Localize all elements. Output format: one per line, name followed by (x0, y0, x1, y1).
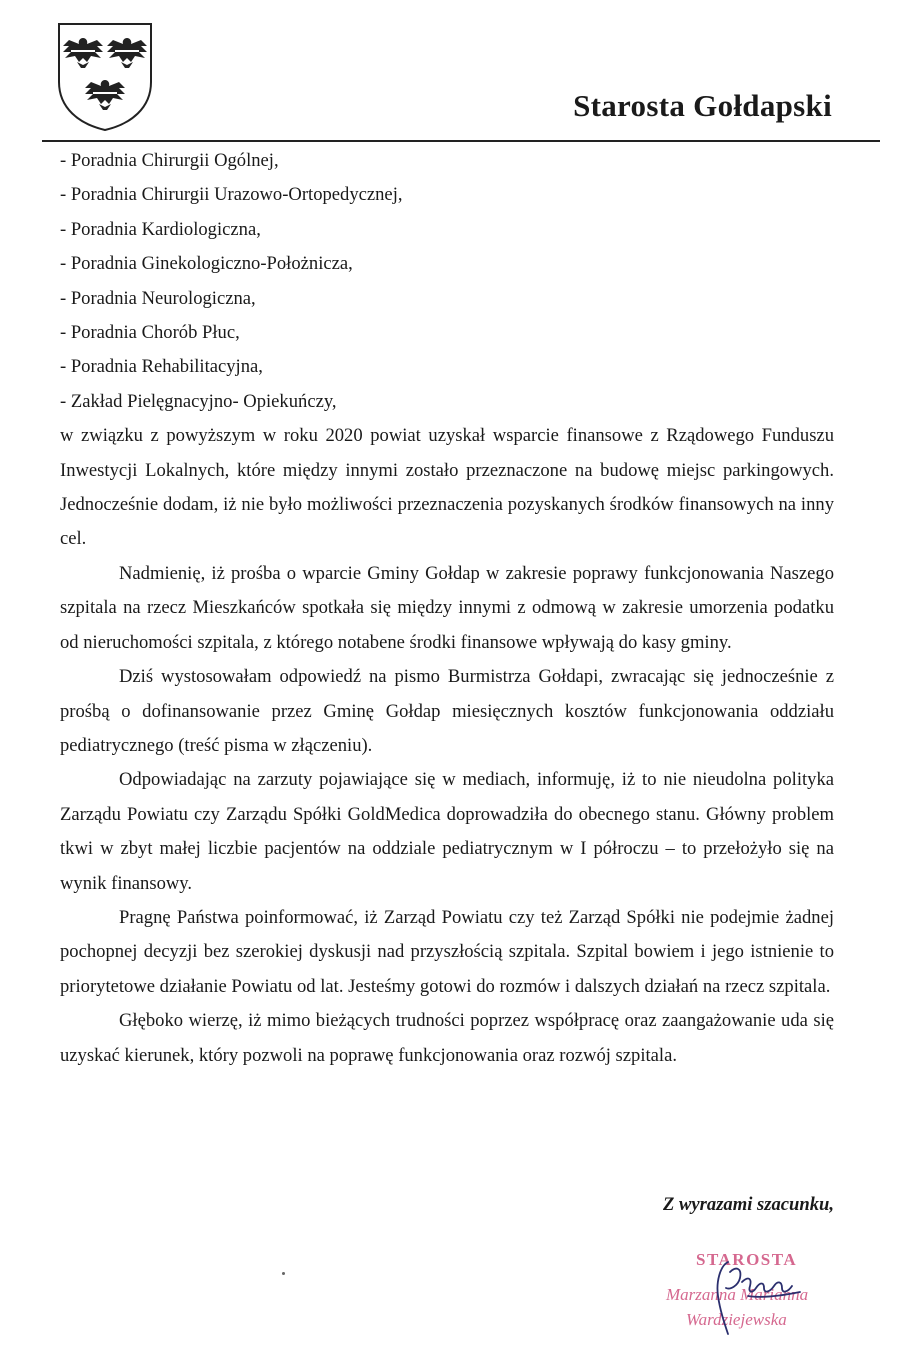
list-item: - Poradnia Ginekologiczno-Położnicza, (60, 253, 353, 275)
paragraph: Głęboko wierzę, iż mimo bieżących trudności poprzez współpracę oraz zaangażowanie uda się uzyskać kierunek, który pozwoli na poprawę funkcjonowania oraz rozwój szpitala. (60, 1010, 834, 1066)
paragraph: Dziś wystosowałam odpowiedź na pismo Burmistrza Gołdapi, zwracając się jednocześnie z prośbą o dofinansowanie przez Gminę Gołdap miesięcznych kosztów funkcjonowania oddziału pediatrycznego (treść pisma w złączeniu). (60, 666, 834, 756)
paragraph: Nadmienię, iż prośba o wparcie Gminy Gołdap w zakresie poprawy funkcjonowania Naszego szpitala na rzecz Mieszkańców spotkała się między innymi z odmową w zakresie umorzenia podatku od nieruchomości szpitala, z którego notabene środki finansowe wpływają do kasy gminy. (60, 562, 834, 653)
handwritten-signature-icon (690, 1252, 820, 1342)
stamp-title: STAROSTA (696, 1250, 798, 1269)
scan-speck (282, 1272, 285, 1275)
paragraph: w związku z powyższym w roku 2020 powiat uzyskał wsparcie finansowe z Rządowego Funduszu Inwestycji Lokalnych, które między innymi zostało przeznaczone na budowę miejsc parkingowych. Jednocześnie dodam, iż nie było możliwości przeznaczenia pozyskanych środków finansowych na inny cel. (60, 425, 834, 550)
letter-body (60, 144, 834, 1073)
header-divider (42, 140, 880, 142)
list-item: - Poradnia Chirurgii Ogólnej, (60, 150, 279, 171)
list-item: - Poradnia Rehabilitacyjna, (60, 356, 263, 378)
paragraph: Odpowiadając na zarzuty pojawiające się w mediach, informuję, iż to nie nieudolna polityka Zarządu Powiatu czy Zarządu Spółki GoldMedica doprowadziła do obecnego stanu. Główny problem tkwi w zbyt małej liczbie pacjentów na oddziale pediatrycznym w I półroczu – to przełożyło się na wynik finansowy. (60, 769, 834, 894)
list-item: - Zakład Pielęgnacyjno- Opiekuńczy, (60, 390, 337, 412)
paragraph: Pragnę Państwa poinformować, iż Zarząd Powiatu czy też Zarząd Spółki nie podejmie żadnej pochopnej decyzji bez szerokiej dyskusji nad przyszłością szpitala. Szpital bowiem i jego istnienie to priorytetowe działanie Powiatu od lat. Jesteśmy gotowi do rozmów i dalszych działań na rzecz szpitala. (60, 906, 834, 997)
list-item: - Poradnia Chorób Płuc, (60, 322, 240, 344)
list-item: - Poradnia Neurologiczna, (60, 287, 256, 309)
stamp-name-line2: Wardziejewska (686, 1310, 787, 1329)
closing-salutation: Z wyrazami szacunku, (663, 1194, 834, 1215)
coat-of-arms-icon (55, 20, 155, 132)
letterhead-title: Starosta Gołdapski (573, 88, 832, 123)
stamp-name-line1: Marzanna Marianna (666, 1285, 809, 1304)
list-item: - Poradnia Chirurgii Urazowo-Ortopedycznej, (60, 184, 403, 206)
list-item: - Poradnia Kardiologiczna, (60, 218, 261, 240)
